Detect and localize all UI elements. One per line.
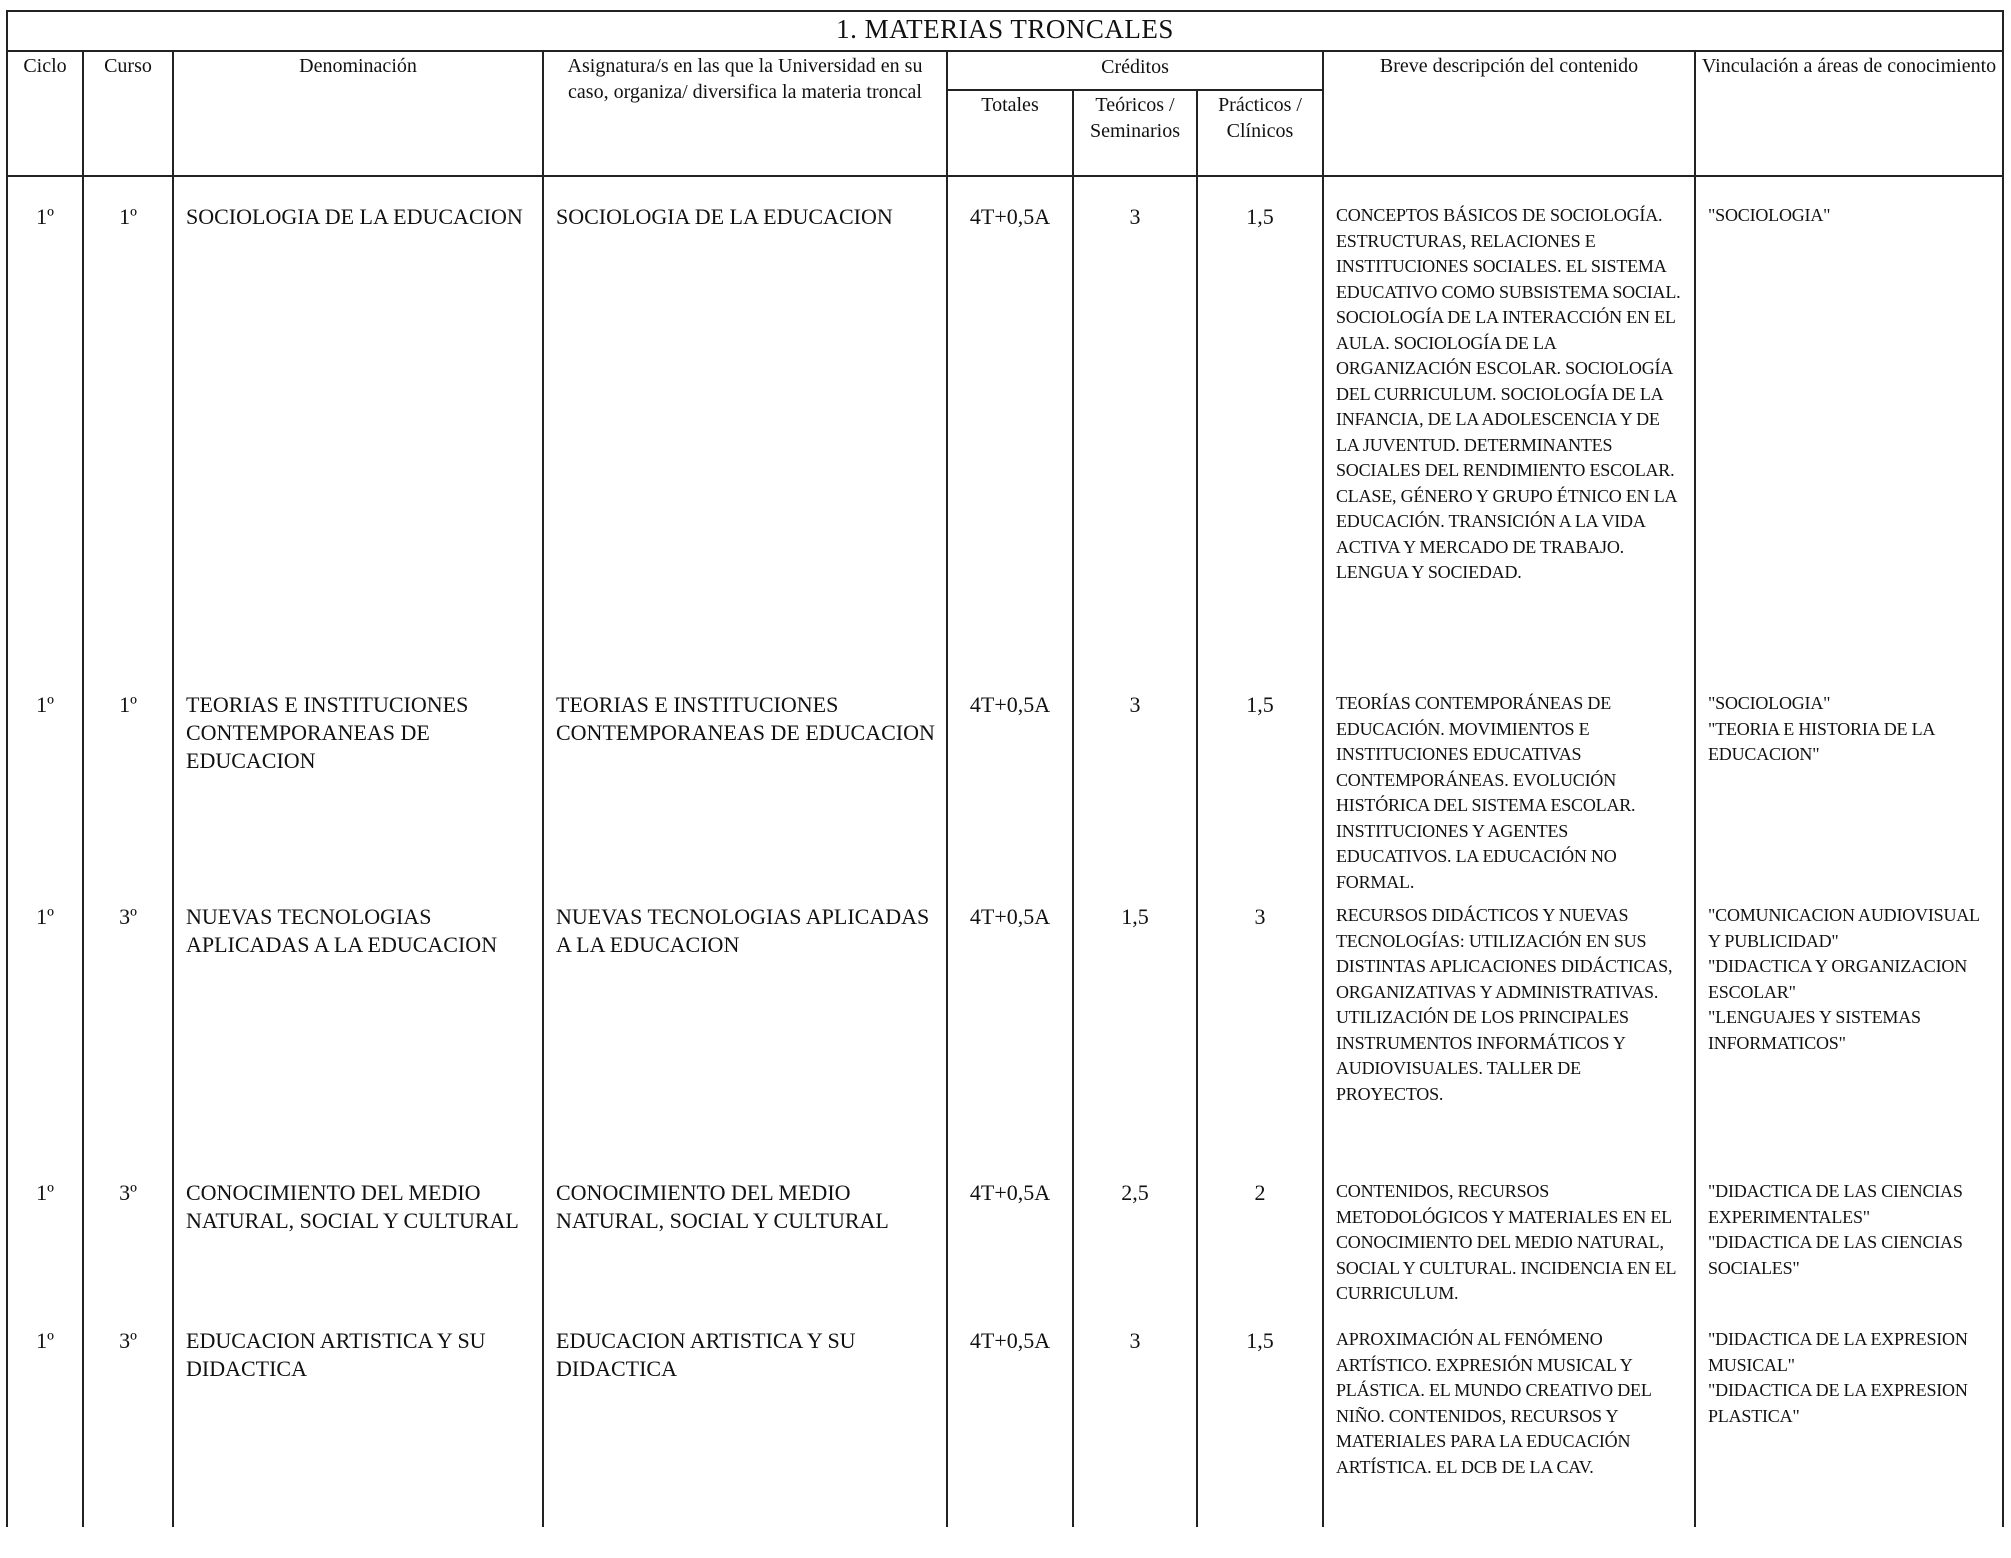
cell-teoricos: 1,5	[1073, 903, 1197, 1179]
header-spacer	[7, 176, 2003, 203]
header-curso: Curso	[83, 51, 173, 176]
cell-descripcion: RECURSOS DIDÁCTICOS Y NUEVAS TECNOLOGÍAS: UTILIZACIÓN EN SUS DISTINTAS APLICACIONES DIDÁCTICAS, ORGANIZATIVAS Y ADMINISTRATIVAS. UTILIZACIÓN DE LOS PRINCIPALES INSTRUMENTOS INFORMÁTICOS Y AUDIOVISUALES. TALLER DE PROYECTOS.	[1323, 903, 1695, 1179]
cell-descripcion: APROXIMACIÓN AL FENÓMENO ARTÍSTICO. EXPRESIÓN MUSICAL Y PLÁSTICA. EL MUNDO CREATIVO DEL NIÑO. CONTENIDOS, RECURSOS Y MATERIALES PARA LA EDUCACIÓN ARTÍSTICA. EL DCB DE LA CAV.	[1323, 1327, 1695, 1527]
cell-asignatura: CONOCIMIENTO DEL MEDIO NATURAL, SOCIAL Y CULTURAL	[543, 1179, 947, 1327]
table-row	[7, 1179, 2003, 1327]
area-item: "SOCIOLOGIA"	[1708, 693, 1831, 713]
area-item: "DIDACTICA DE LA EXPRESION PLASTICA"	[1708, 1380, 1968, 1426]
header-teoricos: Teóricos / Seminarios	[1073, 90, 1197, 176]
materias-troncales-table	[6, 10, 2004, 1527]
cell-ciclo: 1º	[7, 203, 83, 691]
area-item: "SOCIOLOGIA"	[1708, 205, 1831, 225]
area-item: "DIDACTICA DE LAS CIENCIAS SOCIALES"	[1708, 1232, 1963, 1278]
cell-ciclo: 1º	[7, 691, 83, 903]
cell-teoricos: 3	[1073, 203, 1197, 691]
cell-teoricos: 3	[1073, 691, 1197, 903]
area-item: "COMUNICACION AUDIOVISUAL Y PUBLICIDAD"	[1708, 905, 1980, 951]
area-item: "LENGUAJES Y SISTEMAS INFORMATICOS"	[1708, 1007, 1921, 1053]
cell-areas	[1695, 203, 2003, 691]
document-page	[6, 10, 2002, 1558]
cell-curso: 1º	[83, 203, 173, 691]
cell-practicos: 3	[1197, 903, 1323, 1179]
cell-asignatura: EDUCACION ARTISTICA Y SU DIDACTICA	[543, 1327, 947, 1527]
cell-totales: 4T+0,5A	[947, 1179, 1073, 1327]
cell-asignatura: NUEVAS TECNOLOGIAS APLICADAS A LA EDUCACION	[543, 903, 947, 1179]
cell-descripcion: CONCEPTOS BÁSICOS DE SOCIOLOGÍA. ESTRUCTURAS, RELACIONES E INSTITUCIONES SOCIALES. EL SISTEMA EDUCATIVO COMO SUBSISTEMA SOCIAL. SOCIOLOGÍA DE LA INTERACCIÓN EN EL AULA. SOCIOLOGÍA DE LA ORGANIZACIÓN ESCOLAR. SOCIOLOGÍA DEL CURRICULUM. SOCIOLOGÍA DE LA INFANCIA, DE LA ADOLESCENCIA Y DE LA JUVENTUD. DETERMINANTES SOCIALES DEL RENDIMIENTO ESCOLAR. CLASE, GÉNERO Y GRUPO ÉTNICO EN LA EDUCACIÓN. TRANSICIÓN A LA VIDA ACTIVA Y MERCADO DE TRABAJO. LENGUA Y SOCIEDAD.	[1323, 203, 1695, 691]
header-descripcion: Breve descripción del contenido	[1323, 51, 1695, 176]
cell-areas	[1695, 903, 2003, 1179]
cell-teoricos: 3	[1073, 1327, 1197, 1527]
cell-descripcion: TEORÍAS CONTEMPORÁNEAS DE EDUCACIÓN. MOVIMIENTOS E INSTITUCIONES EDUCATIVAS CONTEMPORÁNEAS. EVOLUCIÓN HISTÓRICA DEL SISTEMA ESCOLAR. INSTITUCIONES Y AGENTES EDUCATIVOS. LA EDUCACIÓN NO FORMAL.	[1323, 691, 1695, 903]
table-row	[7, 903, 2003, 1179]
cell-ciclo: 1º	[7, 903, 83, 1179]
cell-denominacion: SOCIOLOGIA DE LA EDUCACION	[173, 203, 543, 691]
area-item: "DIDACTICA DE LA EXPRESION MUSICAL"	[1708, 1329, 1968, 1375]
cell-curso: 3º	[83, 903, 173, 1179]
cell-denominacion: EDUCACION ARTISTICA Y SU DIDACTICA	[173, 1327, 543, 1527]
header-practicos: Prácticos / Clínicos	[1197, 90, 1323, 176]
cell-areas	[1695, 691, 2003, 903]
cell-areas	[1695, 1179, 2003, 1327]
header-creditos: Créditos	[947, 51, 1323, 90]
header-vinculacion: Vinculación a áreas de conocimiento	[1695, 51, 2003, 176]
cell-denominacion: NUEVAS TECNOLOGIAS APLICADAS A LA EDUCACION	[173, 903, 543, 1179]
header-denominacion: Denominación	[173, 51, 543, 176]
cell-ciclo: 1º	[7, 1179, 83, 1327]
cell-denominacion: CONOCIMIENTO DEL MEDIO NATURAL, SOCIAL Y CULTURAL	[173, 1179, 543, 1327]
cell-practicos: 1,5	[1197, 1327, 1323, 1527]
cell-asignatura: SOCIOLOGIA DE LA EDUCACION	[543, 203, 947, 691]
cell-practicos: 2	[1197, 1179, 1323, 1327]
header-totales: Totales	[947, 90, 1073, 176]
header-asignaturas: Asignatura/s en las que la Universidad en su caso, organiza/ diversifica la materia troncal	[543, 51, 947, 176]
cell-curso: 3º	[83, 1179, 173, 1327]
cell-curso: 3º	[83, 1327, 173, 1527]
cell-areas	[1695, 1327, 2003, 1527]
table-row	[7, 1327, 2003, 1527]
cell-practicos: 1,5	[1197, 691, 1323, 903]
cell-denominacion: TEORIAS E INSTITUCIONES CONTEMPORANEAS DE EDUCACION	[173, 691, 543, 903]
cell-totales: 4T+0,5A	[947, 691, 1073, 903]
cell-totales: 4T+0,5A	[947, 203, 1073, 691]
cell-descripcion: CONTENIDOS, RECURSOS METODOLÓGICOS Y MATERIALES EN EL CONOCIMIENTO DEL MEDIO NATURAL, SOCIAL Y CULTURAL. INCIDENCIA EN EL CURRICULUM.	[1323, 1179, 1695, 1327]
header-ciclo: Ciclo	[7, 51, 83, 176]
cell-practicos: 1,5	[1197, 203, 1323, 691]
cell-totales: 4T+0,5A	[947, 903, 1073, 1179]
area-item: "DIDACTICA Y ORGANIZACION ESCOLAR"	[1708, 956, 1967, 1002]
cell-teoricos: 2,5	[1073, 1179, 1197, 1327]
table-title: 1. MATERIAS TRONCALES	[7, 11, 2003, 51]
cell-asignatura: TEORIAS E INSTITUCIONES CONTEMPORANEAS DE EDUCACION	[543, 691, 947, 903]
area-item: "DIDACTICA DE LAS CIENCIAS EXPERIMENTALES"	[1708, 1181, 1963, 1227]
cell-ciclo: 1º	[7, 1327, 83, 1527]
cell-totales: 4T+0,5A	[947, 1327, 1073, 1527]
cell-curso: 1º	[83, 691, 173, 903]
area-item: "TEORIA E HISTORIA DE LA EDUCACION"	[1708, 718, 1935, 764]
table-row	[7, 203, 2003, 691]
table-row	[7, 691, 2003, 903]
